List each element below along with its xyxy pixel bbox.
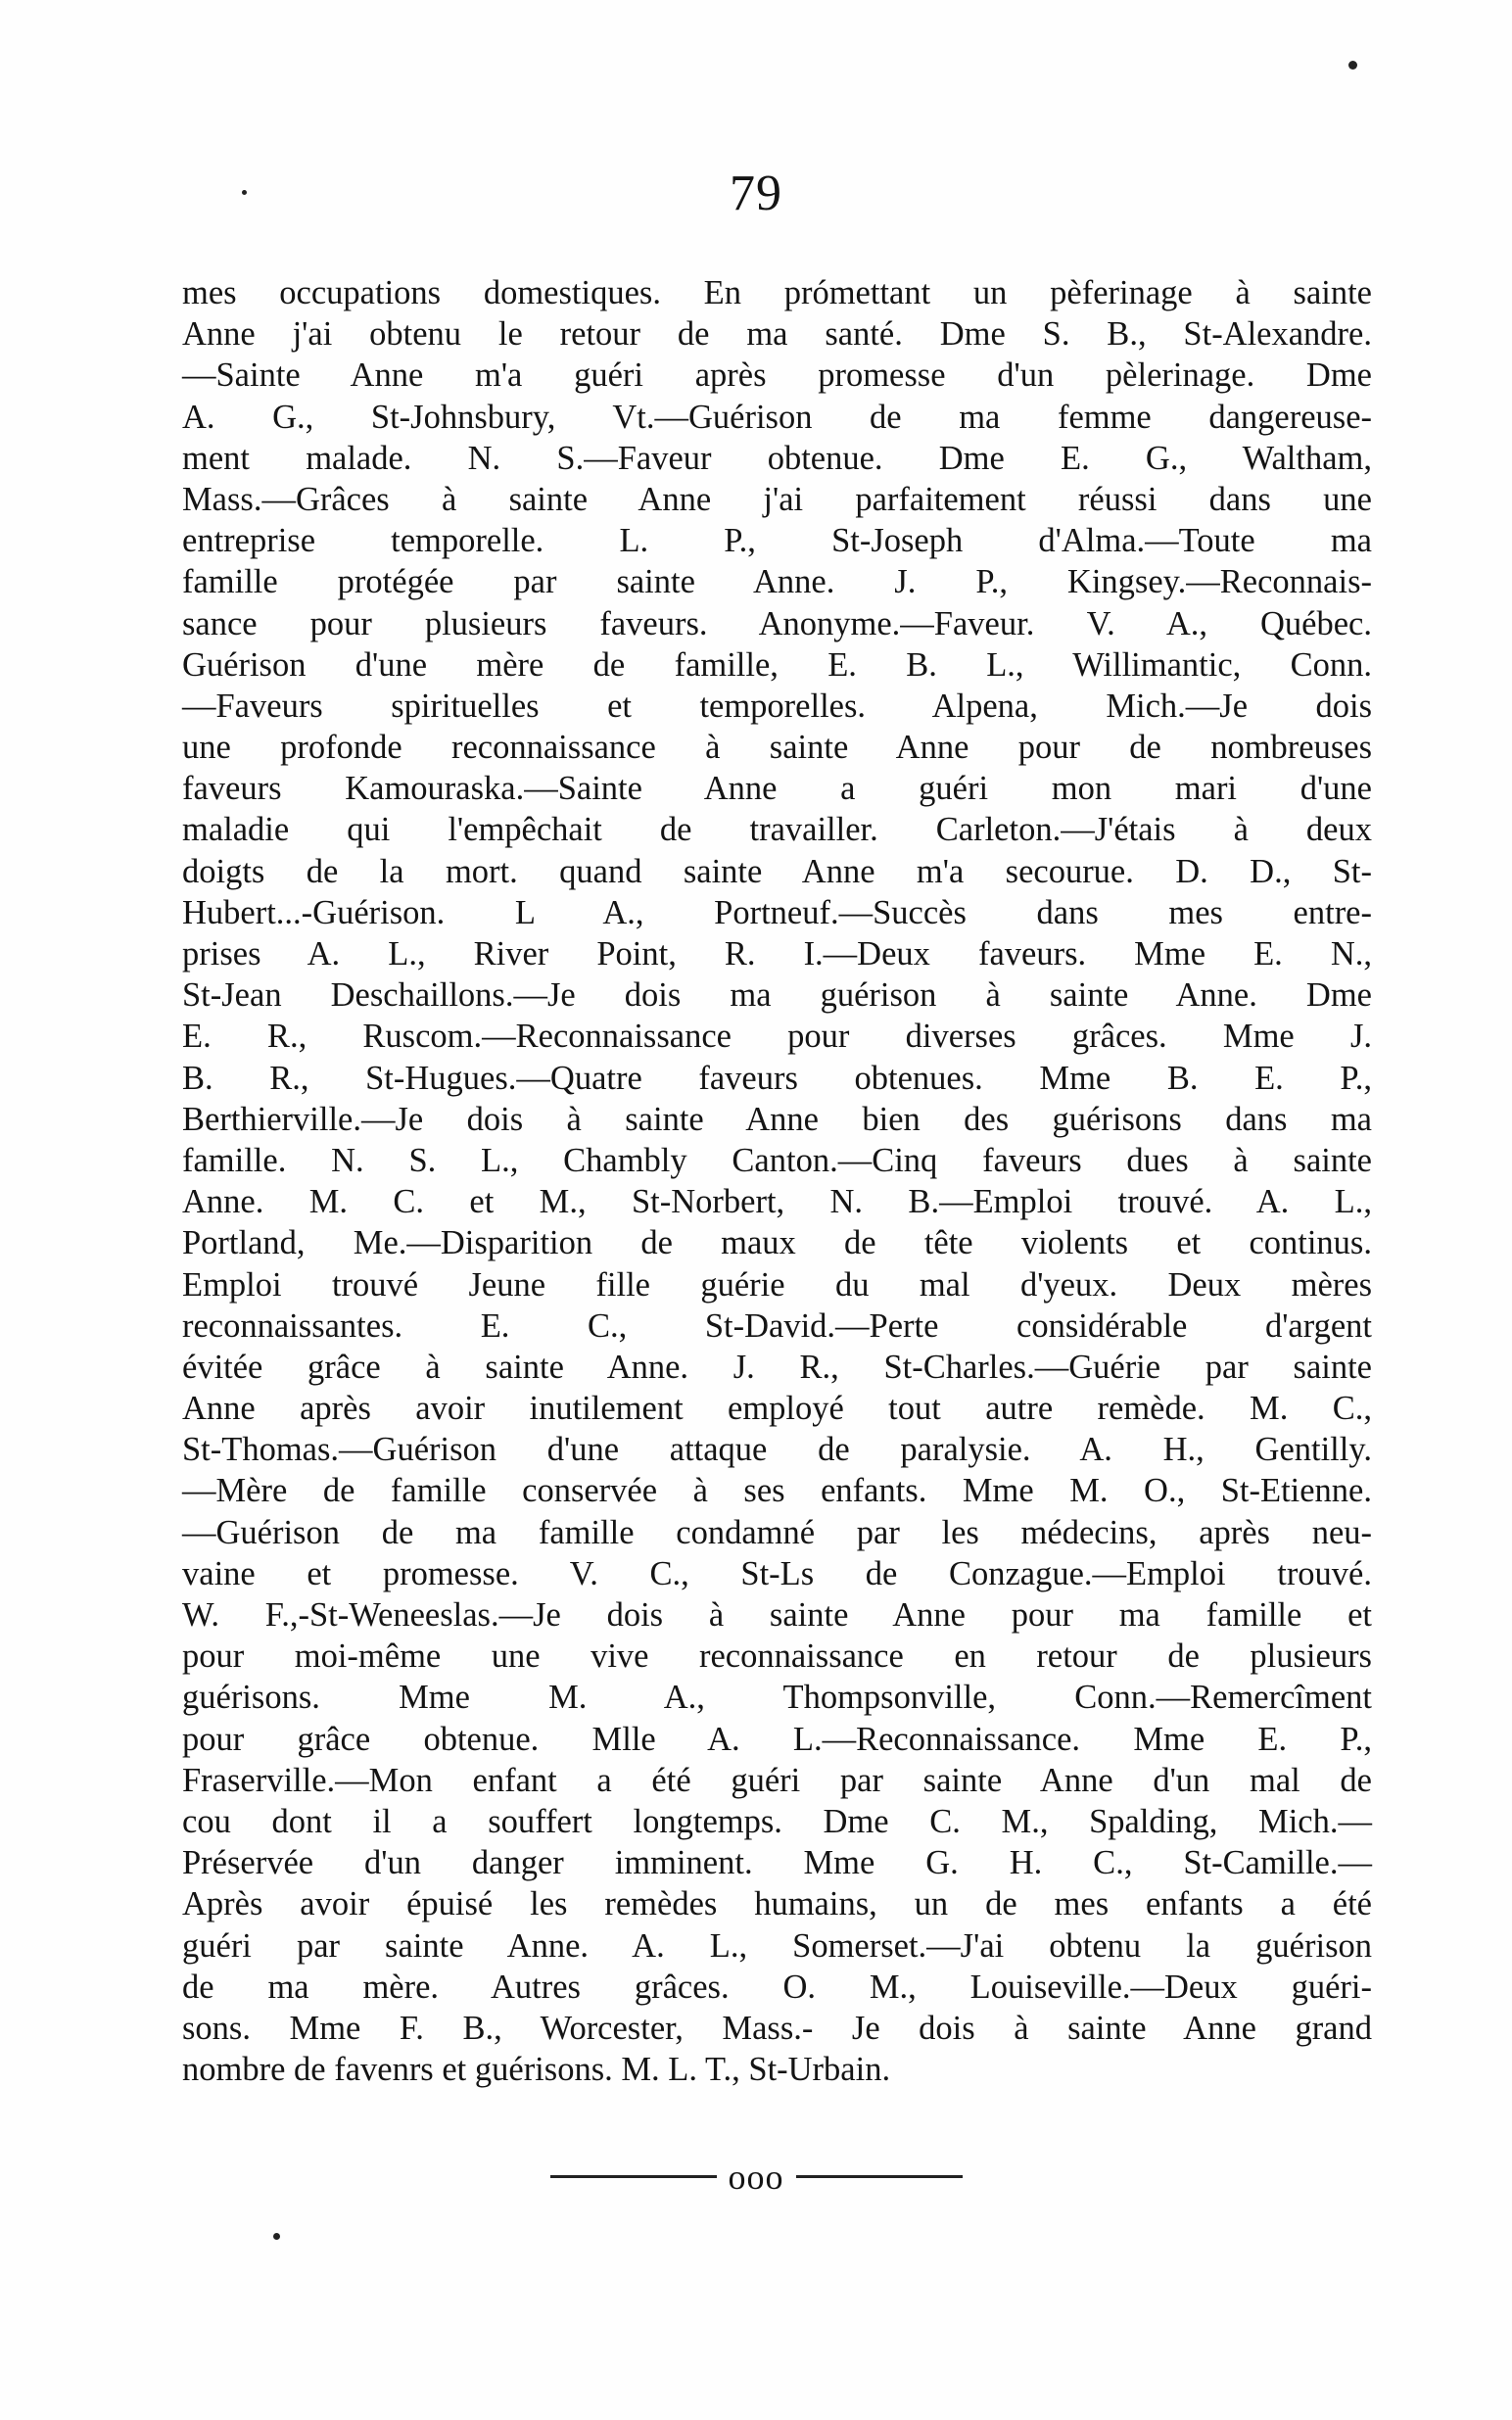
ink-speck — [273, 2233, 280, 2240]
text-line: Guérison d'une mère de famille, E. B. L., Willimantic, Conn. — [182, 645, 1372, 684]
text-line: Préservée d'un danger imminent. Mme G. H. C., St-Camille.— — [182, 1844, 1372, 1882]
text-line: guérisons. Mme M. A., Thompsonville, Conn.—Remercîment — [182, 1679, 1372, 1717]
text-line: E. R., Ruscom.—Reconnaissance pour diverses grâces. Mme J. — [182, 1018, 1372, 1056]
text-line: Après avoir épuisé les remèdes humains, un de mes enfants a été — [182, 1885, 1372, 1923]
ink-speck — [242, 190, 247, 195]
text-line: évitée grâce à sainte Anne. J. R., St-Charles.—Guérie par sainte — [182, 1348, 1372, 1386]
separator-rule-right — [796, 2175, 963, 2178]
text-line: de ma mère. Autres grâces. O. M., Louiseville.—Deux guéri- — [182, 1968, 1372, 2006]
text-line: cou dont il a souffert longtemps. Dme C. M., Spalding, Mich.— — [182, 1802, 1372, 1840]
text-line: Hubert...-Guérison. L A., Portneuf.—Succès dans mes entre- — [182, 893, 1372, 931]
text-line: pour moi-même une vive reconnaissance en retour de plusieurs — [182, 1637, 1372, 1676]
text-line: St-Jean Deschaillons.—Je dois ma guérison à sainte Anne. Dme — [182, 976, 1372, 1015]
text-line: A. G., St-Johnsbury, Vt.—Guérison de ma femme dangereuse- — [182, 398, 1372, 436]
text-line: vaine et promesse. V. C., St-Ls de Conzague.—Emploi trouvé. — [182, 1554, 1372, 1592]
text-line: sons. Mme F. B., Worcester, Mass.- Je dois à sainte Anne grand — [182, 2009, 1372, 2047]
text-line: —Faveurs spirituelles et temporelles. Alpena, Mich.—Je dois — [182, 687, 1372, 725]
text-line: Fraserville.—Mon enfant a été guéri par sainte Anne d'un mal de — [182, 1761, 1372, 1799]
text-line: W. F.,-St-Weneeslas.—Je dois à sainte Anne pour ma famille et — [182, 1596, 1372, 1634]
text-line: guéri par sainte Anne. A. L., Somerset.—J'ai obtenu la guérison — [182, 1926, 1372, 1965]
text-line: St-Thomas.—Guérison d'une attaque de paralysie. A. H., Gentilly. — [182, 1431, 1372, 1469]
text-line: —Sainte Anne m'a guéri après promesse d'un pèlerinage. Dme — [182, 356, 1372, 395]
ink-speck — [1348, 61, 1357, 70]
text-line: B. R., St-Hugues.—Quatre faveurs obtenues. Mme B. E. P., — [182, 1059, 1372, 1097]
text-line: Mass.—Grâces à sainte Anne j'ai parfaitement réussi dans une — [182, 480, 1372, 518]
text-line: pour grâce obtenue. Mlle A. L.—Reconnaissance. Mme E. P., — [182, 1720, 1372, 1758]
text-line: famille protégée par sainte Anne. J. P., Kingsey.—Reconnais- — [182, 563, 1372, 601]
separator-rule-left — [550, 2175, 717, 2178]
text-line: maladie qui l'empêchait de travailler. Carleton.—J'étais à deux — [182, 811, 1372, 849]
text-line: Anne. M. C. et M., St-Norbert, N. B.—Emploi trouvé. A. L., — [182, 1183, 1372, 1221]
text-line: ment malade. N. S.—Faveur obtenue. Dme E. G., Waltham, — [182, 439, 1372, 477]
text-line: Emploi trouvé Jeune fille guérie du mal d'yeux. Deux mères — [182, 1265, 1372, 1304]
text-line: une profonde reconnaissance à sainte Anne pour de nombreuses — [182, 729, 1372, 767]
section-separator — [0, 2153, 1512, 2198]
text-line: —Guérison de ma famille condamné par les médecins, après neu- — [182, 1513, 1372, 1551]
separator-ornament: ooo — [728, 2157, 784, 2197]
text-line: sance pour plusieurs faveurs. Anonyme.—Faveur. V. A., Québec. — [182, 604, 1372, 642]
text-line: Portland, Me.—Disparition de maux de tête violents et continus. — [182, 1224, 1372, 1262]
text-line: Berthierville.—Je dois à sainte Anne bien des guérisons dans ma — [182, 1100, 1372, 1138]
text-line: Anne après avoir inutilement employé tout autre remède. M. C., — [182, 1390, 1372, 1428]
text-line: prises A. L., River Point, R. I.—Deux faveurs. Mme E. N., — [182, 935, 1372, 973]
text-line: famille. N. S. L., Chambly Canton.—Cinq faveurs dues à sainte — [182, 1141, 1372, 1179]
text-line: nombre de favenrs et guérisons. M. L. T., St-Urbain. — [182, 2051, 891, 2089]
text-line: reconnaissantes. E. C., St-David.—Perte considérable d'argent — [182, 1306, 1372, 1345]
page-number: 79 — [730, 166, 782, 221]
text-line: mes occupations domestiques. En prómettant un pèferinage à sainte — [182, 274, 1372, 311]
body-text — [182, 272, 1372, 2090]
text-line: Anne j'ai obtenu le retour de ma santé. Dme S. B., St-Alexandre. — [182, 315, 1372, 354]
text-line: entreprise temporelle. L. P., St-Joseph d'Alma.—Toute ma — [182, 522, 1372, 560]
text-line: faveurs Kamouraska.—Sainte Anne a guéri mon mari d'une — [182, 770, 1372, 808]
text-line: —Mère de famille conservée à ses enfants. Mme M. O., St-Etienne. — [182, 1472, 1372, 1510]
text-line: doigts de la mort. quand sainte Anne m'a secourue. D. D., St- — [182, 852, 1372, 890]
